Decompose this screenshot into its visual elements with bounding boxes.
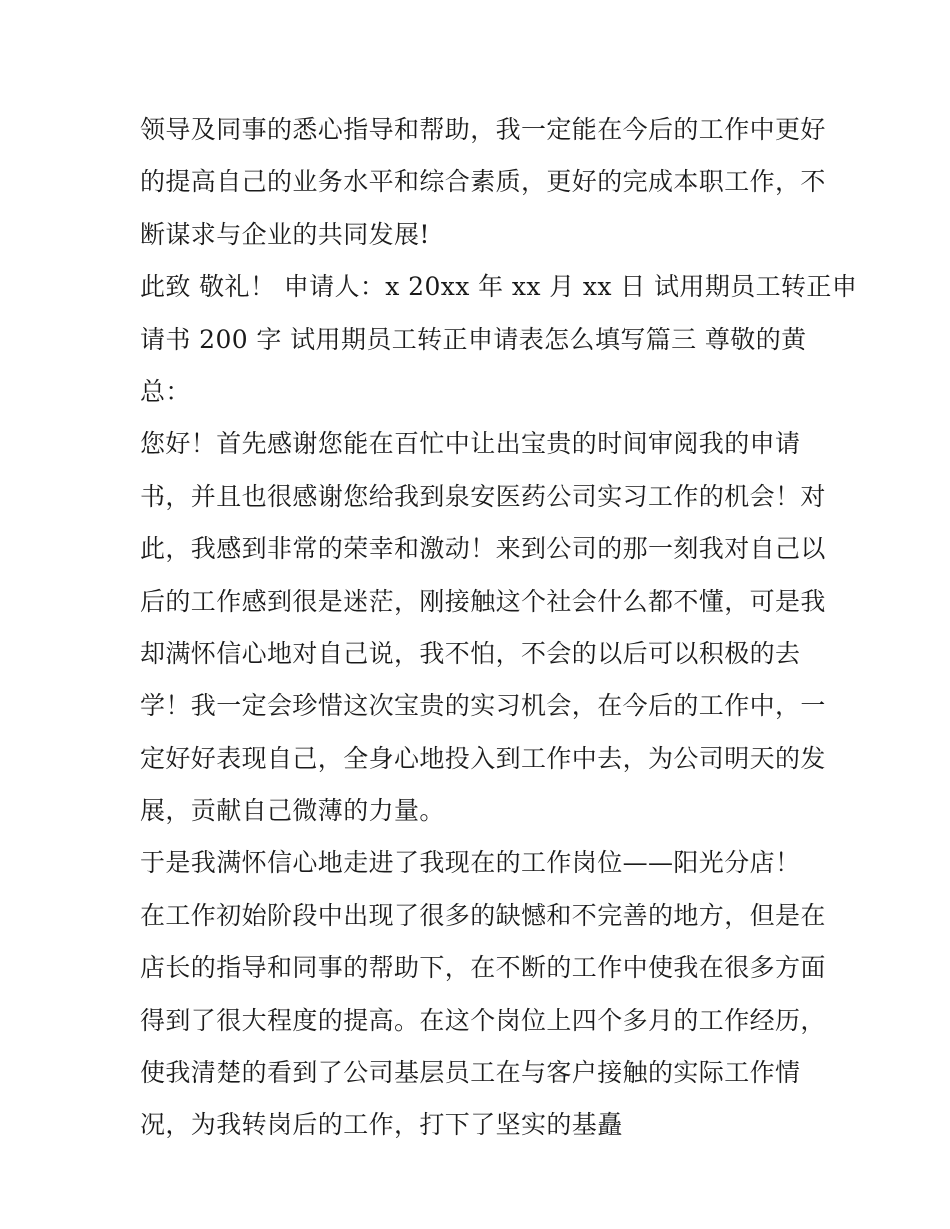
text-line: 断谋求与企业的共同发展! (140, 219, 430, 249)
text-line: 总： (140, 376, 191, 406)
text-line: 书，并且也很感谢您给我到泉安医药公司实习工作的机会！对 (140, 481, 826, 511)
text-line: 此，我感到非常的荣幸和激动！来到公司的那一刻我对自己以 (140, 534, 826, 564)
text-line: 况，为我转岗后的工作，打下了坚实的基矗 (140, 1110, 623, 1140)
text-line: 领导及同事的悉心指导和帮助，我一定能在今后的工作中更好 (140, 115, 826, 144)
text-line: 得到了很大程度的提高。在这个岗位上四个多月的工作经历， (140, 1005, 826, 1035)
text-line: 展，贡献自己微薄的力量。 (140, 796, 445, 826)
text-line: 使我清楚的看到了公司基层员工在与客户接触的实际工作情 (140, 1058, 801, 1088)
text-line: 请书 200 字 试用期员工转正申请表怎么填写篇三 尊敬的黄 (140, 324, 807, 354)
text-line: 的提高自己的业务水平和综合素质，更好的完成本职工作，不 (140, 167, 826, 197)
text-line: 后的工作感到很是迷茫，刚接触这个社会什么都不懂，可是我 (140, 586, 826, 616)
text-line: 于是我满怀信心地走进了我现在的工作岗位——阳光分店！ (140, 848, 801, 878)
text-line: 在工作初始阶段中出现了很多的缺憾和不完善的地方，但是在 (140, 900, 826, 930)
text-line: 您好！首先感谢您能在百忙中让出宝贵的时间审阅我的申请 (140, 429, 801, 459)
text-line: 学！我一定会珍惜这次宝贵的实习机会，在今后的工作中，一 (140, 691, 826, 721)
text-line: 却满怀信心地对自己说，我不怕，不会的以后可以积极的去 (140, 638, 801, 668)
text-line: 此致 敬礼！ 申请人：x 20xx 年 xx 月 xx 日 试用期员工转正申 (140, 272, 858, 302)
text-line: 定好好表现自己，全身心地投入到工作中去，为公司明天的发 (140, 743, 826, 773)
text-line: 店长的指导和同事的帮助下，在不断的工作中使我在很多方面 (140, 953, 826, 983)
document-body (140, 104, 858, 1152)
